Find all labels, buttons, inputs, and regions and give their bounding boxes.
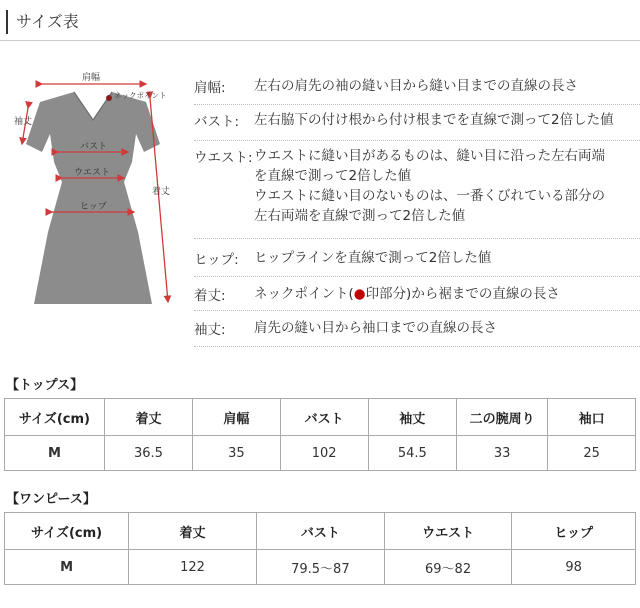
divider [194,276,640,277]
value-cell: 33 [456,436,547,471]
desc-line: を直線で測って2倍した値 [254,168,412,184]
label-neck-point: ネックポイント [114,91,167,100]
dress-measurement-illustration [0,62,190,322]
value-cell: 122 [129,550,257,585]
desc-line: ウエストに縫い目のないものは、一番くびれている部分の [254,188,605,204]
divider [194,238,640,239]
header-cell: ヒップ [512,513,636,550]
value-cell: 25 [548,436,636,471]
header-cell: 二の腕周り [456,399,547,436]
size-cell: M [5,436,105,471]
desc-line [254,284,560,304]
term: バスト: [194,114,240,130]
value-cell: 35 [193,436,281,471]
term: 袖丈: [194,322,226,338]
header-cell: バスト [256,513,384,550]
header-cell: 肩幅 [193,399,281,436]
desc-line: ヒップラインを直線で測って2倍した値 [254,250,492,266]
header-cell: ウエスト [384,513,512,550]
label-kitake: 着丈 [152,187,171,197]
term: ウエスト: [194,150,253,166]
header-cell: 袖丈 [368,399,456,436]
value-cell: 79.5～87 [256,550,384,585]
onepiece-size-table [4,512,636,585]
term: ヒップ: [194,252,239,268]
definition-waist [194,146,605,226]
value-cell: 102 [280,436,368,471]
dress-silhouette [26,92,160,304]
length-arrow [150,98,171,302]
page-title: サイズ表 [6,10,79,34]
table-row [5,436,636,471]
header-cell: バスト [280,399,368,436]
definition-katahaba [194,76,578,96]
definition-hip [194,248,491,268]
tops-size-table [4,398,636,471]
table-header-row [5,399,636,436]
neck-point-dot-icon: ● [353,286,366,302]
divider [194,140,640,141]
label-bust: バスト [80,142,108,152]
header-cell: 着丈 [129,513,257,550]
value-cell: 69～82 [384,550,512,585]
value-cell: 36.5 [104,436,192,471]
table-row [5,550,636,585]
desc-line: 左右の肩先の袖の縫い目から縫い目までの直線の長さ [254,78,578,94]
definition-bust [194,110,614,130]
tops-section-label: 【トップス】 [6,378,84,393]
desc-pre: ネックポイント( [254,286,354,302]
term: 肩幅: [194,80,226,96]
label-waist: ウエスト [74,168,111,178]
desc-post: 印部分)から裾までの直線の長さ [365,286,560,302]
desc-line: 左右両端を直線で測って2倍した値 [254,208,466,224]
size-cell: M [5,550,129,585]
value-cell: 98 [512,550,636,585]
divider [194,310,640,311]
term: 着丈: [194,288,226,304]
onepiece-section-label: 【ワンピース】 [6,492,96,507]
label-sodetake: 袖丈 [14,117,33,127]
title-divider [0,40,640,41]
header-cell: サイズ(cm) [5,513,129,550]
header-cell: サイズ(cm) [5,399,105,436]
definition-sodetake [194,318,497,338]
divider [194,104,640,105]
neck-point-mark [106,95,112,101]
desc-line: ウエストに縫い目があるものは、縫い目に沿った左右両端 [254,148,605,164]
desc-line: 肩先の縫い目から袖口までの直線の長さ [254,320,497,336]
header-cell: 着丈 [104,399,192,436]
table-header-row [5,513,636,550]
value-cell: 54.5 [368,436,456,471]
desc-line: 左右脇下の付け根から付け根までを直線で測って2倍した値 [254,112,614,128]
label-hip: ヒップ [80,202,107,212]
divider [194,346,640,347]
label-katahaba: 肩幅 [82,73,101,83]
definition-kitake [194,284,560,304]
header-cell: 袖口 [548,399,636,436]
